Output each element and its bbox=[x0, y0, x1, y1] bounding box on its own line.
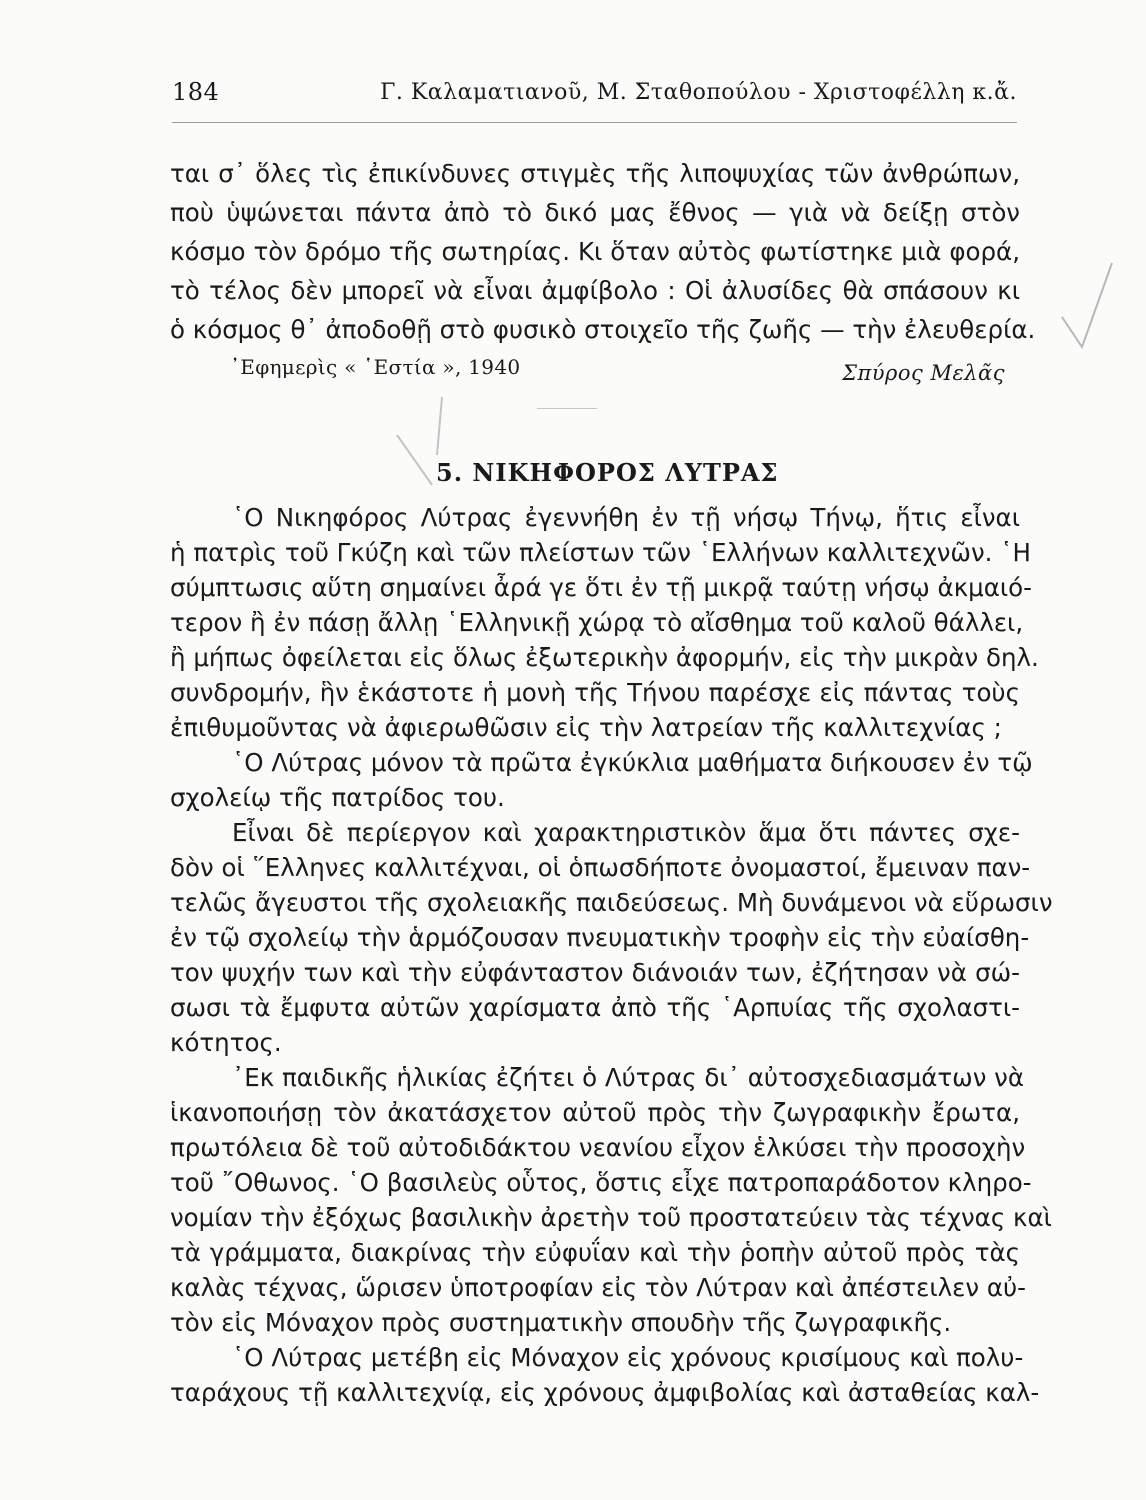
body-line: συνδρομήν, ἣν ἑκάστοτε ἡ μονὴ τῆς Τήνου παρέσχε εἰς πάντας τοὺς bbox=[170, 678, 1020, 707]
quote-line: ποὺ ὑψώνεται πάντα ἀπὸ τὸ δικό μας ἔθνος — γιὰ νὰ δείξῃ στὸν bbox=[170, 198, 1020, 227]
section-title: 5. ΝΙΚΗΦΟΡΟΣ ΛΥΤΡΑΣ bbox=[436, 458, 779, 487]
body-line: ἱκανοποιήσῃ τὸν ἀκατάσχετον αὐτοῦ πρὸς τὴν ζωγραφικὴν ἔρωτα, bbox=[170, 1098, 1020, 1127]
body-line: τοῦ ῎Οθωνος. ῾Ο βασιλεὺς οὗτος, ὅστις εἶχε πατροπαράδοτον κληρο- bbox=[170, 1168, 1032, 1197]
body-line: ἡ πατρὶς τοῦ Γκύζη καὶ τῶν πλείστων τῶν ῾Ελλήνων καλλιτεχνῶν. ῾Η bbox=[170, 538, 1031, 567]
pencil-checkmark-icon bbox=[1060, 255, 1120, 365]
body-line: πρωτόλεια δὲ τοῦ αὐτοδιδάκτου νεανίου εἶχον ἑλκύσει τὴν προσοχὴν bbox=[170, 1133, 1026, 1162]
body-line: καλὰς τέχνας, ὥρισεν ὑποτροφίαν εἰς τὸν Λύτραν καὶ ἀπέστειλεν αὐ- bbox=[170, 1273, 1027, 1302]
body-line: τον ψυχήν των καὶ τὴν εὐφάνταστον διάνοιάν των, ἐζήτησαν νὰ σώ- bbox=[170, 958, 1020, 987]
pencil-bracket-icon bbox=[392, 395, 452, 515]
body-line: τὸν εἰς Μόναχον πρὸς συστηματικὴν σπουδὴν τῆς ζωγραφικῆς. bbox=[170, 1308, 952, 1337]
body-line: ἢ μήπως ὀφείλεται εἰς ὅλως ἐξωτερικὴν ἀφορμήν, εἰς τὴν μικρὰν δηλ. bbox=[170, 643, 1039, 672]
body-line: δὸν οἱ ῞Ελληνες καλλιτέχναι, οἱ ὁπωσδήποτε ὀνομαστοί, ἔμειναν παν- bbox=[170, 853, 1031, 882]
quote-line: κόσμο τὸν δρόμο τῆς σωτηρίας. Κι ὅταν αὐτὸς φωτίστηκε μιὰ φορά, bbox=[170, 237, 1020, 266]
body-line: νομίαν τὴν ἐξόχως βασιλικὴν ἀρετὴν τοῦ προστατεύειν τὰς τέχνας καὶ bbox=[170, 1203, 1052, 1232]
page-number: 184 bbox=[172, 78, 220, 106]
body-line: ἐν τῷ σχολείῳ τὴν ἁρμόζουσαν πνευματικὴν τροφὴν εἰς τὴν εὐαίσθη- bbox=[170, 923, 1030, 952]
body-line: σωσι τὰ ἔμφυτα αὐτῶν χαρίσματα ἀπὸ τῆς ῾Αρπυίας τῆς σχολαστι- bbox=[170, 993, 1020, 1022]
quote-attribution bbox=[230, 355, 1005, 387]
quote-block bbox=[170, 159, 1036, 344]
body-line: ῾Ο Λύτρας μετέβη εἰς Μόναχον εἰς χρόνους κρισίμους καὶ πολυ- bbox=[232, 1343, 1024, 1372]
quote-line: ὁ κόσμος θ᾽ ἀποδοθῇ στὸ φυσικὸ στοιχεῖο τῆς ζωῆς — τὴν ἐλευθερία. bbox=[170, 315, 1036, 344]
body-line: Εἶναι δὲ περίεργον καὶ χαρακτηριστικὸν ἅμα ὅτι πάντες σχε- bbox=[232, 818, 1020, 847]
body-line: σχολείῳ τῆς πατρίδος του. bbox=[170, 783, 505, 812]
quote-line: τὸ τέλος δὲν μπορεῖ νὰ εἶναι ἀμφίβολο : Οἱ ἀλυσίδες θὰ σπάσουν κι bbox=[170, 276, 1020, 305]
quote-line: ται σ᾽ ὅλες τὶς ἐπικίνδυνες στιγμὲς τῆς λιποψυχίας τῶν ἀνθρώπων, bbox=[170, 159, 1020, 188]
body-line: ῾Ο Νικηφόρος Λύτρας ἐγεννήθη ἐν τῇ νήσῳ Τήνῳ, ἥτις εἶναι bbox=[232, 503, 1020, 532]
quote-source: ᾽Εφημερὶς « ῾Εστία », 1940 bbox=[230, 355, 521, 379]
header-rule bbox=[172, 122, 1017, 123]
page-header bbox=[172, 78, 1017, 118]
body-line: ταράχους τῇ καλλιτεχνίᾳ, εἰς χρόνους ἀμφιβολίας καὶ ἀσταθείας καλ- bbox=[170, 1378, 1040, 1407]
body-text bbox=[170, 503, 1053, 1407]
body-line: κότητος. bbox=[170, 1028, 282, 1057]
body-line: σύμπτωσις αὕτη σημαίνει ἆρά γε ὅτι ἐν τῇ μικρᾷ ταύτῃ νήσῳ ἀκμαιό- bbox=[170, 573, 1032, 602]
body-line: ῾Ο Λύτρας μόνον τὰ πρῶτα ἐγκύκλια μαθήματα διήκουσεν ἐν τῷ bbox=[232, 748, 1033, 777]
running-head: Γ. Καλαματιανοῦ, Μ. Σταθοπούλου - Χριστοφέλλη κ.ἄ. bbox=[380, 80, 1017, 105]
body-line: τελῶς ἄγευστοι τῆς σχολειακῆς παιδεύσεως. Μὴ δυνάμενοι νὰ εὕρωσιν bbox=[170, 888, 1053, 917]
body-line: τὰ γράμματα, διακρίνας τὴν εὐφυΐαν καὶ τὴν ῥοπὴν αὐτοῦ πρὸς τὰς bbox=[170, 1238, 1020, 1267]
quote-author: Σπύρος Μελᾶς bbox=[842, 361, 1005, 385]
body-line: ἐπιθυμοῦντας νὰ ἀφιερωθῶσιν εἰς τὴν λατρείαν τῆς καλλιτεχνίας ; bbox=[170, 713, 1002, 742]
body-line: τερον ἢ ἐν πάσῃ ἄλλῃ ῾Ελληνικῇ χώρᾳ τὸ αἴσθημα τοῦ καλοῦ θάλλει, bbox=[170, 608, 1024, 637]
body-line: ᾽Εκ παιδικῆς ἡλικίας ἐζήτει ὁ Λύτρας δι᾽ αὐτοσχεδιασμάτων νὰ bbox=[232, 1063, 1025, 1092]
section-divider bbox=[537, 408, 597, 409]
